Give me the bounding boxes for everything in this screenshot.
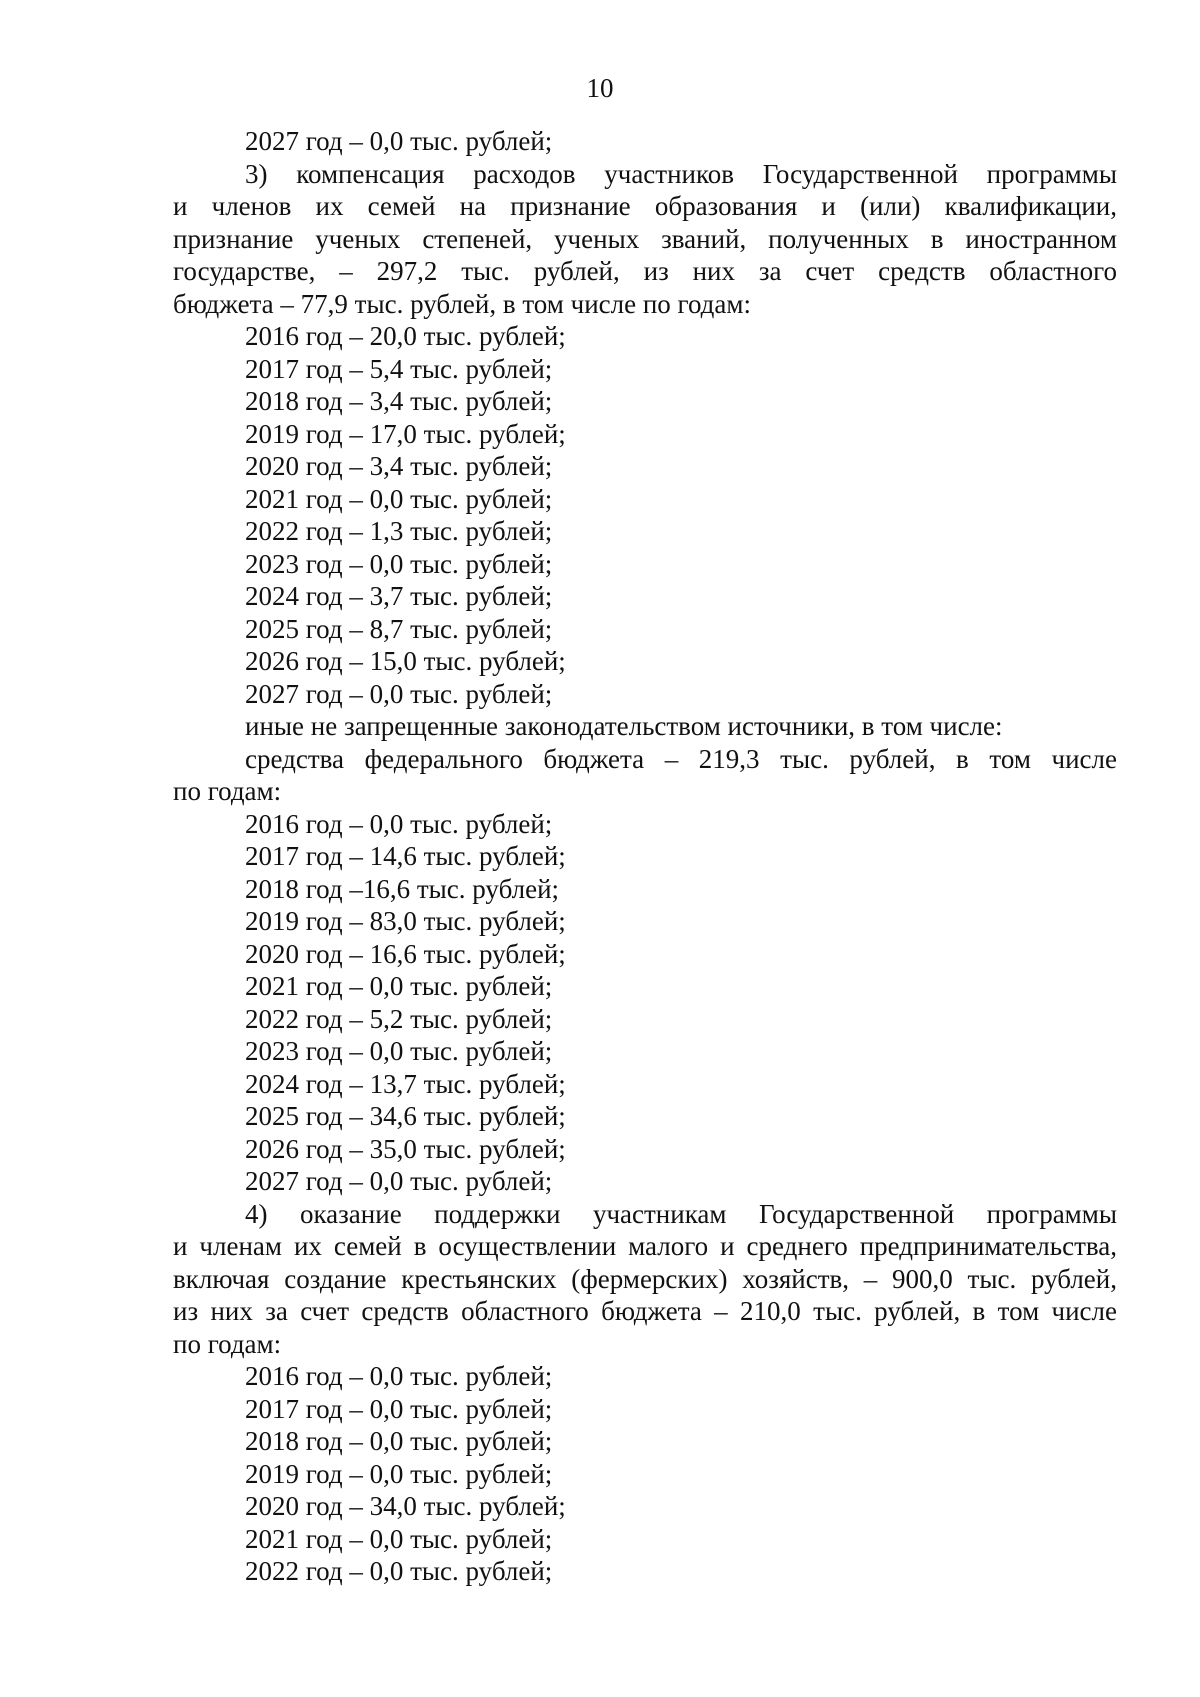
text-line: иные не запрещенные законодательством источники, в том числе: xyxy=(245,711,1003,741)
text-line: 2027 год – 0,0 тыс. рублей; xyxy=(245,1166,553,1196)
text-line: 2021 год – 0,0 тыс. рублей; xyxy=(245,971,553,1001)
document-body xyxy=(173,125,1117,1588)
text-line: включая создание крестьянских (фермерских) хозяйств, – 900,0 тыс. рублей, xyxy=(173,1263,1117,1294)
text-line: 2018 год –16,6 тыс. рублей; xyxy=(245,873,560,904)
text-line: 2018 год – 3,4 тыс. рублей; xyxy=(245,386,553,416)
text-line: 3) компенсация расходов участников Государственной программы xyxy=(245,158,1117,189)
text-line: 2025 год – 8,7 тыс. рублей; xyxy=(245,613,553,644)
text-line: 2020 год – 34,0 тыс. рублей; xyxy=(245,1491,566,1521)
text-line: 2021 год – 0,0 тыс. рублей; xyxy=(245,1523,553,1554)
text-line: 2027 год – 0,0 тыс. рублей; xyxy=(245,678,553,709)
text-line: 4) оказание поддержки участникам Государственной программы xyxy=(245,1198,1117,1229)
text-line: 2019 год – 17,0 тыс. рублей; xyxy=(245,418,566,449)
text-line: 2022 год – 1,3 тыс. рублей; xyxy=(245,516,553,546)
text-line: 2018 год – 0,0 тыс. рублей; xyxy=(245,1426,553,1456)
text-line: 2022 год – 5,2 тыс. рублей; xyxy=(245,1003,553,1034)
text-line: 2025 год – 34,6 тыс. рублей; xyxy=(245,1101,566,1131)
text-line: 2019 год – 83,0 тыс. рублей; xyxy=(245,906,566,936)
text-line: 2024 год – 13,7 тыс. рублей; xyxy=(245,1068,566,1099)
text-line: средства федерального бюджета – 219,3 тыс. рублей, в том числе xyxy=(245,743,1117,774)
text-line: 2016 год – 0,0 тыс. рублей; xyxy=(245,808,553,839)
text-line: 2026 год – 35,0 тыс. рублей; xyxy=(245,1133,566,1164)
text-line: 2019 год – 0,0 тыс. рублей; xyxy=(245,1458,553,1489)
text-line: 2016 год – 0,0 тыс. рублей; xyxy=(245,1361,553,1391)
text-line: 2023 год – 0,0 тыс. рублей; xyxy=(245,548,553,579)
text-line: 2024 год – 3,7 тыс. рублей; xyxy=(245,581,553,611)
text-line: 2017 год – 5,4 тыс. рублей; xyxy=(245,353,553,384)
text-line: по годам: xyxy=(173,776,282,806)
text-line: по годам: xyxy=(173,1328,282,1359)
text-line: 2027 год – 0,0 тыс. рублей; xyxy=(245,126,553,156)
text-line: 2022 год – 0,0 тыс. рублей; xyxy=(245,1556,553,1586)
text-line: 2026 год – 15,0 тыс. рублей; xyxy=(245,646,566,676)
text-line: 2020 год – 16,6 тыс. рублей; xyxy=(245,938,566,969)
text-line: государстве, – 297,2 тыс. рублей, из них за счет средств областного xyxy=(173,256,1117,286)
text-line: 2023 год – 0,0 тыс. рублей; xyxy=(245,1036,553,1066)
text-line: из них за счет средств областного бюджета – 210,0 тыс. рублей, в том числе xyxy=(173,1296,1117,1326)
text-line: признание ученых степеней, ученых званий, полученных в иностранном xyxy=(173,223,1117,254)
text-line: и членам их семей в осуществлении малого и среднего предпринимательства, xyxy=(173,1231,1117,1261)
text-line: 2017 год – 14,6 тыс. рублей; xyxy=(245,841,566,871)
text-line: и членов их семей на признание образования и (или) квалификации, xyxy=(173,191,1117,221)
text-line: 2020 год – 3,4 тыс. рублей; xyxy=(245,451,553,481)
text-line: 2021 год – 0,0 тыс. рублей; xyxy=(245,483,553,514)
text-line: 2016 год – 20,0 тыс. рублей; xyxy=(245,321,566,351)
page-number: 10 xyxy=(586,73,614,103)
text-line: 2017 год – 0,0 тыс. рублей; xyxy=(245,1393,553,1424)
text-line: бюджета – 77,9 тыс. рублей, в том числе по годам: xyxy=(173,288,751,319)
